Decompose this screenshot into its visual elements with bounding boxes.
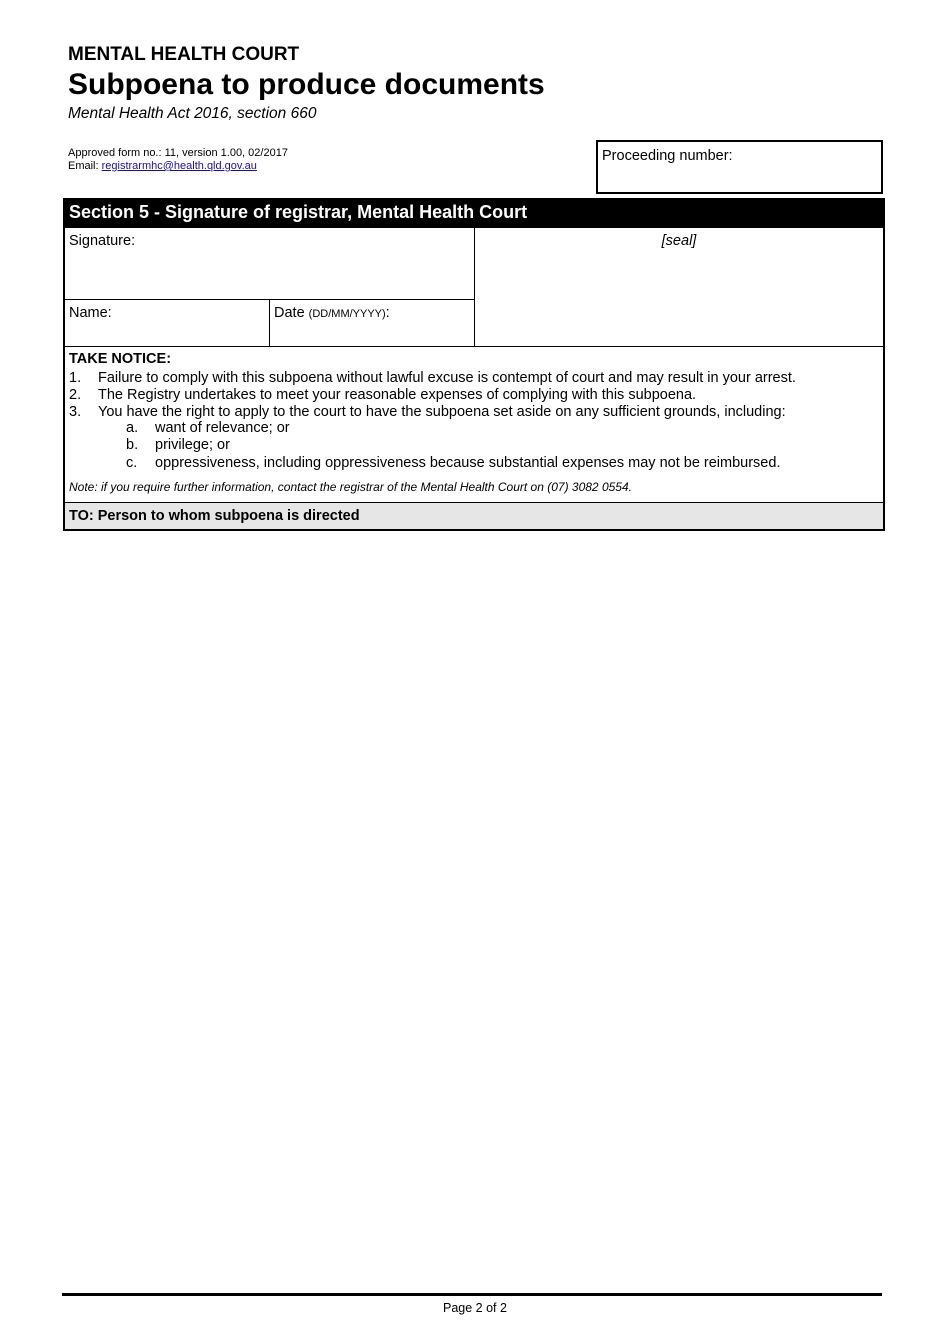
- notice-item-number: 1.: [69, 370, 82, 386]
- notice-subitem-text: oppressiveness, including oppressiveness because substantial expenses may not be reimbursed.: [155, 455, 781, 471]
- date-label: Date: [274, 305, 305, 321]
- notice-subitem-text: privilege; or: [155, 437, 230, 453]
- date-format: (DD/MM/YYYY): [308, 308, 386, 320]
- further-info-note: Note: if you require further information, contact the registrar of the Mental Health Court on (07) 3082 0554.: [69, 480, 632, 494]
- notice-subitem: [126, 420, 290, 436]
- date-field[interactable]: [270, 300, 474, 346]
- notice-item-text: Failure to comply with this subpoena without lawful excuse is contempt of court and may result in your arrest.: [98, 370, 796, 386]
- take-notice-heading: TAKE NOTICE:: [69, 351, 172, 367]
- footer-divider: [62, 1293, 882, 1296]
- notice-subitem-letter: b.: [126, 437, 139, 453]
- court-name: MENTAL HEALTH COURT: [68, 44, 300, 65]
- signature-left-column: [65, 228, 475, 346]
- signature-label: Signature:: [69, 233, 136, 249]
- seal-label: [seal]: [661, 233, 697, 249]
- name-label: Name:: [69, 305, 112, 321]
- form-title: Subpoena to produce documents: [68, 68, 545, 101]
- proceeding-number-label: Proceeding number:: [602, 148, 733, 164]
- section-5-form: [63, 198, 885, 531]
- email-line: [68, 160, 288, 173]
- take-notice: [65, 347, 883, 503]
- approved-form-text: Approved form no.: 11, version 1.00, 02/2017: [68, 147, 288, 159]
- notice-subitem-letter: a.: [126, 420, 139, 436]
- notice-item-text: You have the right to apply to the court to have the subpoena set aside on any sufficient grounds, including:: [98, 404, 786, 420]
- notice-item: [69, 370, 796, 386]
- notice-item: [69, 404, 786, 420]
- notice-item-number: 3.: [69, 404, 82, 420]
- date-colon: :: [385, 305, 390, 321]
- notice-subitem: [126, 437, 230, 453]
- notice-item-text: The Registry undertakes to meet your reasonable expenses of complying with this subpoena.: [98, 387, 697, 403]
- form-meta: [68, 147, 288, 173]
- to-recipient-heading: TO: Person to whom subpoena is directed: [65, 503, 883, 530]
- section-5-heading: Section 5 - Signature of registrar, Mental Health Court: [65, 199, 883, 228]
- notice-item: [69, 387, 696, 403]
- notice-item-number: 2.: [69, 387, 82, 403]
- signature-grid: [65, 228, 883, 347]
- date-label-group: [274, 305, 390, 321]
- notice-subitem: [126, 455, 780, 471]
- email-label: Email:: [68, 160, 99, 172]
- email-link[interactable]: registrarmhc@health.qld.gov.au: [101, 160, 257, 172]
- page-number: Page 2 of 2: [443, 1301, 507, 1315]
- name-field[interactable]: [65, 300, 270, 346]
- form-subtitle: Mental Health Act 2016, section 660: [68, 105, 317, 122]
- notice-subitem-text: want of relevance; or: [155, 420, 290, 436]
- notice-subitem-letter: c.: [126, 455, 138, 471]
- proceeding-number-field[interactable]: [596, 140, 883, 194]
- signature-field[interactable]: [65, 228, 474, 300]
